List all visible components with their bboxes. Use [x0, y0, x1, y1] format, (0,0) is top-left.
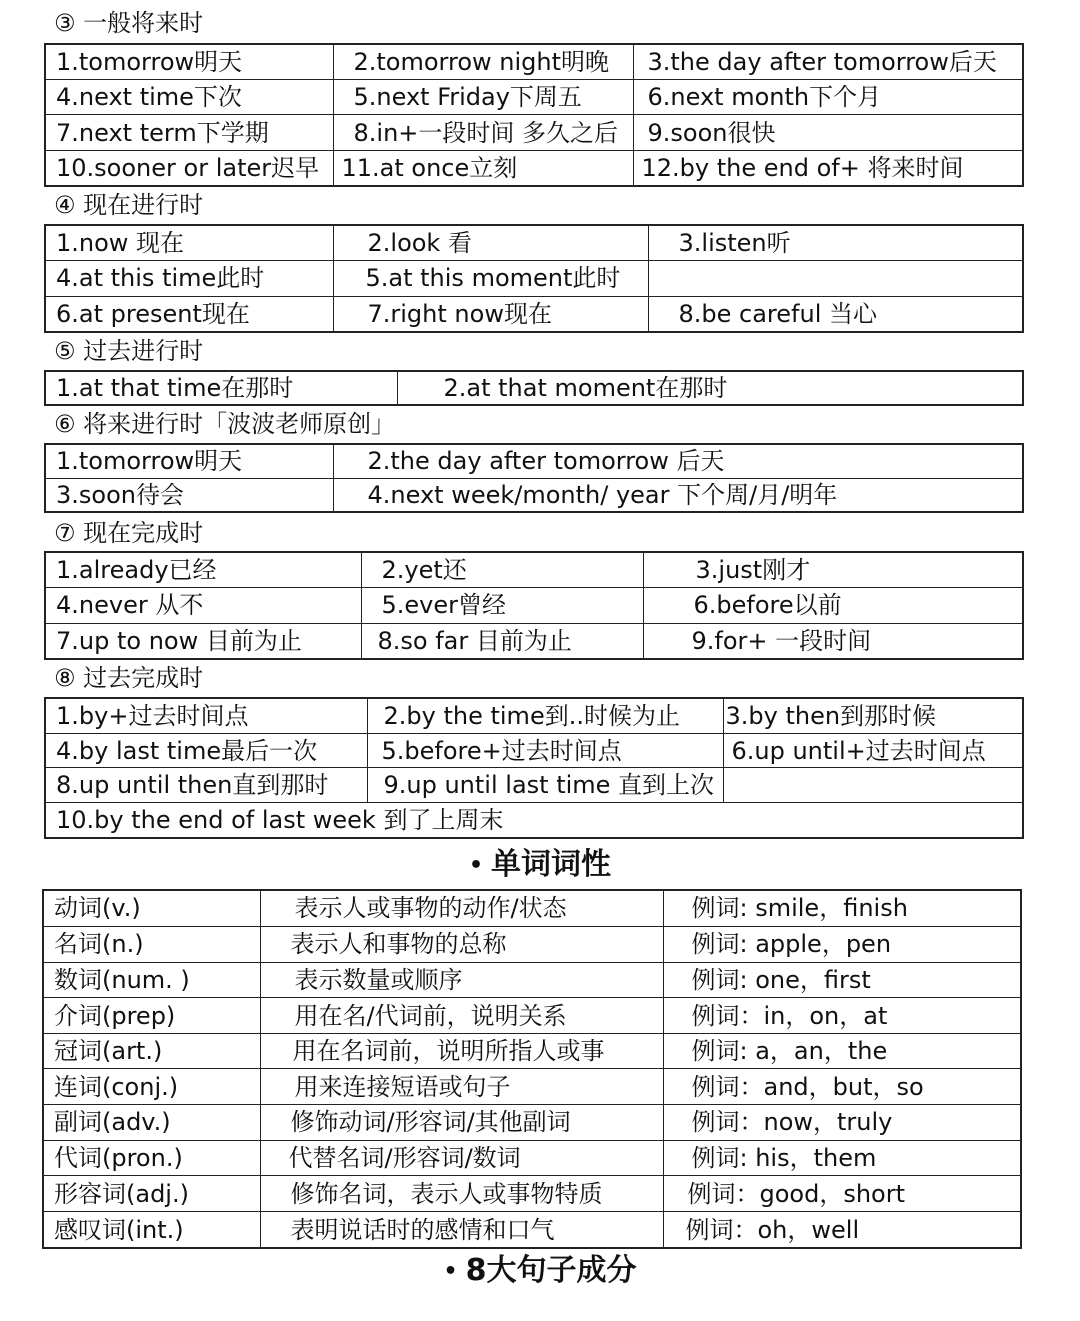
pos-example-cell: 例词：oh，well — [663, 1212, 1021, 1248]
table-row — [43, 1212, 1021, 1248]
table-row — [43, 1033, 1021, 1069]
table-future-continuous — [44, 443, 1024, 513]
table-cell: 9.for+ 一段时间 — [643, 623, 1023, 659]
pos-desc-cell: 表示人或事物的动作/状态 — [260, 890, 663, 926]
table-cell: 2.look 看 — [333, 225, 648, 261]
pos-name-cell: 副词(adv.) — [43, 1105, 260, 1141]
table-cell — [648, 261, 1023, 296]
table-cell: 1.at that time在那时 — [45, 371, 397, 405]
table-cell: 5.ever曾经 — [361, 588, 643, 623]
pos-example-cell: 例词：and，but，so — [663, 1069, 1021, 1105]
table-cell: 2.yet还 — [361, 552, 643, 588]
table-cell: 3.listen听 — [648, 225, 1023, 261]
table-cell: 6.before以前 — [643, 588, 1023, 623]
footer-title-text: 8大句子成分 — [465, 1253, 637, 1288]
pos-desc-cell: 表示数量或顺序 — [260, 962, 663, 998]
section-heading-future: ③ 一般将来时 — [54, 9, 204, 37]
table-cell: 8.in+一段时间 多久之后 — [333, 115, 633, 150]
table-cell: 3.soon待会 — [45, 478, 333, 512]
table-simple-future — [44, 43, 1024, 187]
table-row — [43, 926, 1021, 962]
pos-name-cell: 连词(conj.) — [43, 1069, 260, 1105]
table-row — [45, 296, 1023, 332]
pos-desc-cell: 修饰动词/形容词/其他副词 — [260, 1105, 663, 1141]
table-cell: 7.up to now 目前为止 — [45, 623, 361, 659]
section-heading-past-continuous: ⑤ 过去进行时 — [54, 337, 204, 365]
table-row — [45, 261, 1023, 296]
pos-example-cell: 例词: apple，pen — [663, 926, 1021, 962]
table-cell: 5.before+过去时间点 — [367, 733, 723, 768]
table-cell: 2.tomorrow night明晚 — [333, 44, 633, 80]
pos-name-cell: 名词(n.) — [43, 926, 260, 962]
table-cell: 9.up until last time 直到上次 — [367, 768, 723, 803]
pos-name-cell: 数词(num. ) — [43, 962, 260, 998]
table-row — [45, 623, 1023, 659]
section-heading-past-perfect: ⑧ 过去完成时 — [54, 664, 204, 692]
pos-name-cell: 冠词(art.) — [43, 1033, 260, 1069]
table-cell: 4.never 从不 — [45, 588, 361, 623]
table-cell: 9.soon很快 — [633, 115, 1023, 150]
pos-desc-cell: 修饰名词，表示人或事物特质 — [260, 1176, 663, 1212]
section-heading-present-continuous: ④ 现在进行时 — [54, 191, 204, 219]
sentence-components-title — [0, 1251, 1080, 1292]
section-heading-present-perfect: ⑦ 现在完成时 — [54, 519, 204, 547]
table-row — [43, 890, 1021, 926]
pos-example-cell: 例词: smile，finish — [663, 890, 1021, 926]
pos-example-cell: 例词：good，short — [663, 1176, 1021, 1212]
pos-example-cell: 例词: one，first — [663, 962, 1021, 998]
pos-example-cell: 例词：in，on，at — [663, 998, 1021, 1034]
table-row — [45, 44, 1023, 80]
pos-name-cell: 感叹词(int.) — [43, 1212, 260, 1248]
pos-name-cell: 动词(v.) — [43, 890, 260, 926]
table-row — [45, 552, 1023, 588]
table-row — [45, 588, 1023, 623]
table-cell: 12.by the end of+ 将来时间 — [633, 150, 1023, 186]
table-cell: 11.at once立刻 — [333, 150, 633, 186]
table-cell: 4.by last time最后一次 — [45, 733, 367, 768]
table-past-continuous — [44, 370, 1024, 406]
table-row — [45, 371, 1023, 405]
pos-section-title — [0, 845, 1080, 886]
table-present-continuous — [44, 224, 1024, 333]
table-row — [45, 444, 1023, 478]
pos-name-cell: 形容词(adj.) — [43, 1176, 260, 1212]
table-row — [45, 768, 1023, 803]
table-cell: 4.at this time此时 — [45, 261, 333, 296]
table-cell: 3.just刚才 — [643, 552, 1023, 588]
pos-name-cell: 代词(pron.) — [43, 1140, 260, 1176]
table-cell: 4.next week/month/ year 下个周/月/明年 — [333, 478, 1023, 512]
pos-example-cell: 例词: a，an，the — [663, 1033, 1021, 1069]
pos-title-text: 单词词性 — [491, 847, 612, 882]
table-cell: 5.next Friday下周五 — [333, 80, 633, 115]
table-row — [43, 998, 1021, 1034]
table-past-perfect — [44, 697, 1024, 839]
table-cell: 8.be careful 当心 — [648, 296, 1023, 332]
table-row — [45, 733, 1023, 768]
table-row — [43, 1105, 1021, 1141]
table-cell: 6.next month下个月 — [633, 80, 1023, 115]
table-row — [43, 962, 1021, 998]
table-cell: 1.tomorrow明天 — [45, 44, 333, 80]
pos-desc-cell: 用来连接短语或句子 — [260, 1069, 663, 1105]
pos-desc-cell: 用在名词前，说明所指人或事 — [260, 1033, 663, 1069]
table-row — [45, 225, 1023, 261]
table-cell: 4.next time下次 — [45, 80, 333, 115]
table-cell: 8.so far 目前为止 — [361, 623, 643, 659]
table-row — [43, 1069, 1021, 1105]
table-cell: 6.at present现在 — [45, 296, 333, 332]
table-cell: 2.by the time到..时候为止 — [367, 698, 723, 733]
pos-example-cell: 例词：now，truly — [663, 1105, 1021, 1141]
table-cell: 3.by then到那时候 — [723, 698, 1023, 733]
pos-desc-cell: 代替名词/形容词/数词 — [260, 1140, 663, 1176]
bullet-icon: • — [443, 1258, 458, 1284]
table-cell: 1.tomorrow明天 — [45, 444, 333, 478]
table-row — [45, 803, 1023, 838]
pos-desc-cell: 表明说话时的感情和口气 — [260, 1212, 663, 1248]
table-cell: 6.up until+过去时间点 — [723, 733, 1023, 768]
table-row — [45, 150, 1023, 186]
table-row — [43, 1140, 1021, 1176]
table-cell: 2.at that moment在那时 — [397, 371, 1023, 405]
bullet-icon: • — [468, 852, 484, 878]
table-cell: 5.at this moment此时 — [333, 261, 648, 296]
table-cell: 3.the day after tomorrow后天 — [633, 44, 1023, 80]
table-row — [45, 478, 1023, 512]
table-parts-of-speech — [42, 889, 1022, 1249]
pos-desc-cell: 用在名/代词前，说明关系 — [260, 998, 663, 1034]
table-row — [45, 80, 1023, 115]
table-cell: 1.now 现在 — [45, 225, 333, 261]
table-cell: 7.right now现在 — [333, 296, 648, 332]
table-cell: 10.by the end of last week 到了上周末 — [45, 803, 1023, 838]
table-present-perfect — [44, 551, 1024, 660]
table-cell: 1.by+过去时间点 — [45, 698, 367, 733]
table-cell — [723, 768, 1023, 803]
pos-desc-cell: 表示人和事物的总称 — [260, 926, 663, 962]
table-cell: 7.next term下学期 — [45, 115, 333, 150]
table-row — [43, 1176, 1021, 1212]
table-cell: 8.up until then直到那时 — [45, 768, 367, 803]
pos-name-cell: 介词(prep) — [43, 998, 260, 1034]
section-heading-future-continuous: ⑥ 将来进行时「波波老师原创」 — [54, 410, 396, 438]
table-cell: 2.the day after tomorrow 后天 — [333, 444, 1023, 478]
pos-example-cell: 例词: his，them — [663, 1140, 1021, 1176]
table-row — [45, 115, 1023, 150]
table-cell: 1.already已经 — [45, 552, 361, 588]
table-cell: 10.sooner or later迟早 — [45, 150, 333, 186]
table-row — [45, 698, 1023, 733]
